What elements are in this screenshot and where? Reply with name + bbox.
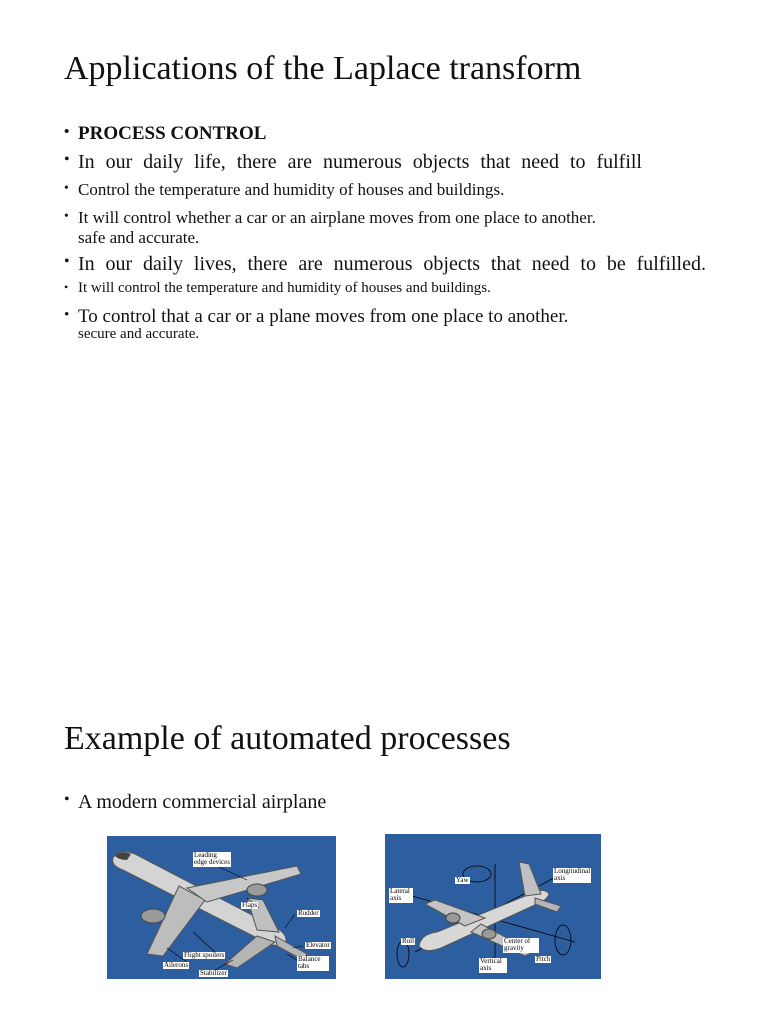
leading-edge-label: Leading edge devices	[194, 851, 230, 867]
list-item	[64, 281, 714, 297]
slide-applications	[0, 0, 768, 400]
vertical-axis-label: Vertical axis	[479, 958, 507, 973]
bullet-list	[64, 124, 714, 343]
bullet-text: Control the temperature and humidity of houses and buildings.	[78, 179, 505, 199]
list-item	[64, 124, 714, 144]
flight-spoilers-label: Flight spoilers	[184, 951, 225, 959]
bullet-text: PROCESS CONTROL	[78, 123, 267, 144]
bullet-continuation: secure and accurate.	[78, 326, 200, 343]
slide-automated-processes	[0, 700, 768, 1024]
center-of-gravity-label: Center of gravity	[503, 938, 539, 953]
pitch-label: Pitch	[536, 955, 551, 963]
bullet-text: • In our daily life, there are numerous objects that need to fulfill	[78, 150, 642, 173]
yaw-label: Yaw	[456, 876, 469, 884]
bullet-text: It will control the temperature and humidity of houses and buildings.	[78, 280, 491, 297]
lateral-axis-label: Lateral axis	[389, 888, 413, 903]
bullet-text: It will control whether a car or an airplane moves from one place to another.	[78, 207, 596, 227]
airplane-axes-image	[385, 834, 601, 979]
roll-label: Roll	[402, 937, 415, 945]
airplane-control-surfaces-image	[107, 836, 336, 979]
rudder-label: Rudder	[298, 909, 319, 917]
slide-title: Applications of the Laplace transform	[64, 50, 582, 87]
balance-tabs-label: Balance tabs	[297, 956, 329, 971]
list-item	[64, 152, 714, 173]
list-item	[64, 209, 714, 247]
list-item	[64, 254, 714, 275]
ailerons-label: Ailerons	[164, 961, 189, 969]
stabilizer-label: Stabilizer	[200, 969, 227, 977]
longitudinal-axis-label: Longitudinal axis	[554, 867, 591, 883]
list-item	[64, 181, 714, 199]
bullet-list	[64, 792, 714, 813]
list-item	[64, 792, 714, 813]
list-item	[64, 307, 714, 343]
flaps-label: Flaps	[242, 901, 258, 909]
elevator-label: Elevator	[306, 941, 330, 949]
slide-title: Example of automated processes	[64, 720, 511, 757]
bullet-text: To control that a car or a plane moves from one place to another.	[78, 306, 569, 328]
bullet-text: A modern commercial airplane	[78, 791, 327, 813]
bullet-continuation: safe and accurate.	[78, 227, 200, 247]
bullet-text: • In our daily lives, there are numerous objects that need to be fulfilled.	[78, 253, 706, 276]
